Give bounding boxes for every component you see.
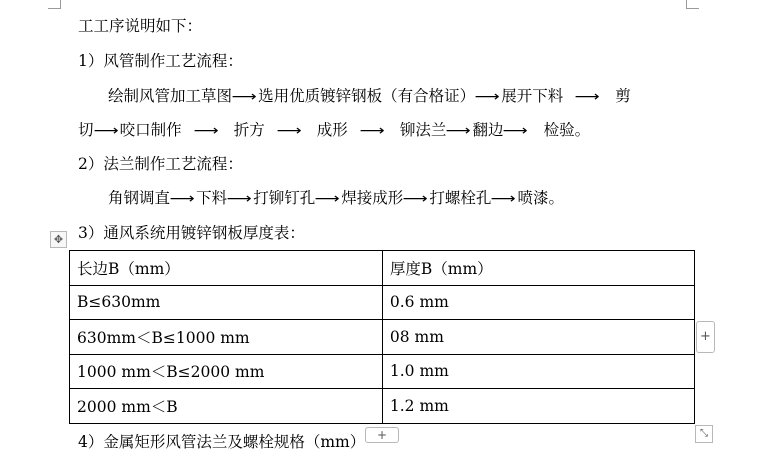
- flow-step: 翻边: [472, 121, 504, 139]
- table-cell[interactable]: 1.0 mm: [382, 354, 694, 389]
- table-move-handle-icon[interactable]: ✥: [50, 231, 67, 248]
- add-column-icon[interactable]: +: [696, 321, 715, 353]
- table-cell[interactable]: 0.6 mm: [382, 285, 694, 320]
- add-row-icon[interactable]: +: [365, 427, 399, 443]
- arrow-right-icon: ⟶: [359, 123, 385, 139]
- page-corner-mark-top-left: [48, 0, 61, 9]
- arrow-right-icon: ⟶: [574, 89, 600, 105]
- arrow-right-icon: ⟶: [502, 123, 529, 139]
- arrow-right-icon: ⟶: [231, 89, 257, 105]
- section2-flow-line: [108, 188, 564, 209]
- arrow-right-icon: ⟶: [226, 191, 252, 207]
- table-cell[interactable]: B≤630mm: [70, 285, 383, 320]
- arrow-right-icon: ⟶: [402, 191, 428, 207]
- table-resize-icon[interactable]: ⤡: [695, 425, 713, 443]
- flow-step: 绘制风管加工草图: [108, 87, 233, 105]
- arrow-right-icon: ⟶: [445, 123, 471, 139]
- table-cell[interactable]: 1000 mm＜B≤2000 mm: [70, 354, 383, 389]
- flow-step: 检验。: [543, 121, 591, 139]
- flow-step: 咬口制作: [119, 121, 182, 139]
- page-corner-mark-top-right: [686, 0, 699, 9]
- flow-step: 喷漆。: [517, 189, 564, 207]
- table-cell[interactable]: 1.2 mm: [382, 389, 694, 424]
- flow-step: 展开下料: [501, 87, 564, 105]
- table-header-cell[interactable]: 长边B（mm）: [70, 251, 383, 286]
- arrow-right-icon: ⟶: [193, 123, 219, 139]
- flow-step: 角钢调直: [108, 189, 171, 207]
- intro-line: 工工序说明如下：: [78, 17, 203, 35]
- table-cell[interactable]: 2000 mm＜B: [70, 389, 383, 424]
- section1-flow-line2: [78, 120, 590, 141]
- arrow-right-icon: ⟶: [169, 191, 195, 207]
- table-row: [70, 389, 695, 424]
- arrow-right-icon: ⟶: [93, 123, 119, 139]
- table-header-cell[interactable]: 厚度B（mm）: [382, 251, 694, 286]
- table-cell[interactable]: 630mm＜B≤1000 mm: [70, 320, 383, 355]
- table-row: [70, 320, 695, 355]
- section3-heading: 3）通风系统用镀锌钢板厚度表：: [78, 224, 305, 242]
- section1-heading: 1）风管制作工艺流程：: [78, 52, 243, 70]
- flow-step: 打螺栓孔: [429, 189, 492, 207]
- table-row: [70, 354, 695, 389]
- flow-step: 铆法兰: [399, 121, 447, 139]
- arrow-right-icon: ⟶: [314, 191, 340, 207]
- table-cell[interactable]: 08 mm: [382, 320, 694, 355]
- table-row: [70, 285, 695, 320]
- arrow-right-icon: ⟶: [474, 89, 500, 105]
- section2-heading: 2）法兰制作工艺流程：: [78, 155, 243, 173]
- flow-step: 切: [78, 121, 94, 139]
- flow-step: 剪: [615, 87, 631, 105]
- flow-step: 焊接成形: [341, 189, 404, 207]
- arrow-right-icon: ⟶: [490, 191, 516, 207]
- flow-step: 打铆钉孔: [253, 189, 316, 207]
- table-header-row: [70, 251, 695, 286]
- arrow-right-icon: ⟶: [276, 123, 302, 139]
- flow-step: 下料: [196, 189, 228, 207]
- flow-step: 选用优质镀锌钢板（有合格证）: [258, 87, 476, 105]
- flow-step: 折方: [233, 121, 265, 139]
- flow-step: 成形: [316, 121, 348, 139]
- section4-heading: 4）金属矩形风管法兰及螺栓规格（mm）: [78, 433, 366, 451]
- thickness-table: [69, 250, 695, 424]
- section1-flow-line1: [108, 86, 631, 107]
